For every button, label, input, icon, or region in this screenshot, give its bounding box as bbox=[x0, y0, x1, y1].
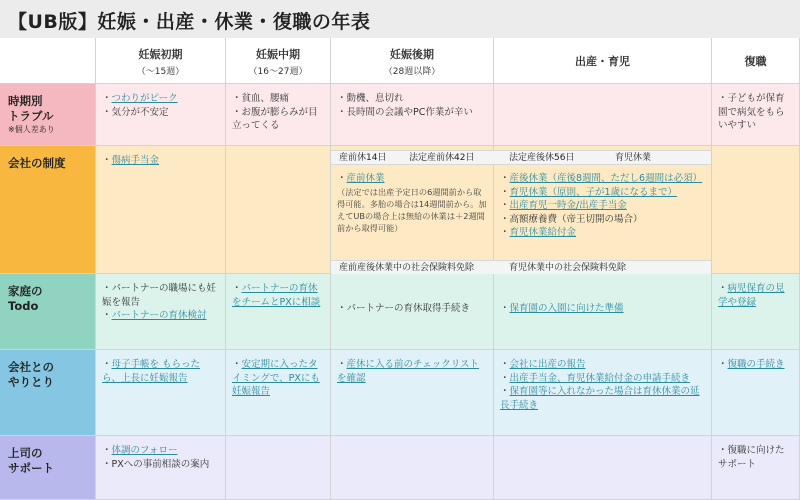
header-early: 妊娠初期 （〜15週） bbox=[96, 38, 226, 84]
company-late: ・産休に入る前のチェックリストを確認 bbox=[331, 350, 494, 436]
system-late: ・産前休業 （法定では出産予定日の6週間前から取得可能。多胎の場合は14週間前から。加えてUBの場合上は無給の休業は＋2週間前から取得可能） bbox=[331, 146, 494, 274]
system-link-childcare-leave[interactable]: 育児休業（原則、子が1歳になるまで） bbox=[509, 186, 678, 198]
company-link-return-procedure[interactable]: 復職の手続き bbox=[727, 359, 785, 370]
company-link-report-px[interactable]: 安定期に入ったタイミングで、PXにも妊娠報告 bbox=[232, 359, 320, 397]
boss-link-health-followup[interactable]: 体調のフォロー bbox=[111, 445, 178, 456]
system-link-prenatal-leave[interactable]: 産前休業 bbox=[346, 173, 385, 184]
system-link-sickness-allowance[interactable]: 傷病手当金 bbox=[111, 155, 160, 166]
row-head-home: 家庭の Todo bbox=[0, 274, 96, 350]
trouble-early: ・つわりがピーク ・気分が不安定 bbox=[96, 84, 226, 146]
system-link-childcare-benefit[interactable]: 育児休業給付金 bbox=[509, 227, 577, 238]
home-link-nursery-prep[interactable]: 保育園の入園に向けた準備 bbox=[509, 303, 624, 314]
system-return bbox=[712, 146, 800, 274]
row-head-system: 会社の制度 bbox=[0, 146, 96, 274]
company-link-benefit-application[interactable]: 出産手当金、育児休業給付金の申請手続き bbox=[509, 372, 691, 384]
insurance-exemption-bar: 産前産後休業中の社会保険料免除 育児休業中の社会保険料免除 bbox=[331, 260, 711, 275]
system-birth: ・産後休業（産後8週間、ただし6週間は必須） ・育児休業（原則、子が1歳になるまで） ・出産育児一時金/出産手当金 ・高額療養費（帝王切開の場合） ・育児休業給付金 bbox=[494, 146, 712, 274]
company-link-leave-extension[interactable]: 保育園等に入れなかった場合は育休休業の延長手続き bbox=[500, 386, 700, 411]
home-link-partner-leave[interactable]: パートナーの育休検討 bbox=[111, 310, 207, 321]
company-link-birth-report[interactable]: 会社に出産の報告 bbox=[509, 359, 586, 370]
boss-return: ・復職に向けたサポート bbox=[712, 436, 800, 500]
home-birth: ・保育園の入園に向けた準備 bbox=[494, 274, 712, 350]
trouble-late: ・動機、息切れ ・長時間の会議やPC作業が辛い bbox=[331, 84, 494, 146]
company-link-report-pregnancy[interactable]: 母子手帳を もらったら、上長に妊娠報告 bbox=[102, 359, 201, 384]
company-link-checklist[interactable]: 産休に入る前のチェックリストを確認 bbox=[337, 359, 480, 384]
home-link-sick-childcare[interactable]: 病児保育の見学や登録 bbox=[718, 283, 785, 308]
header-birth: 出産・育児 bbox=[494, 38, 712, 84]
company-early: ・母子手帳を もらったら、上長に妊娠報告 bbox=[96, 350, 226, 436]
system-link-postnatal-leave[interactable]: 産後休業（産後8週間、ただし6週間は必須） bbox=[509, 173, 703, 184]
home-return: ・病児保育の見学や登録 bbox=[712, 274, 800, 350]
system-link-birth-allowance[interactable]: 出産育児一時金/出産手当金 bbox=[509, 200, 627, 211]
home-mid: ・パートナーの育休をチームとPXに相談 bbox=[226, 274, 331, 350]
trouble-link-morning-sickness[interactable]: つわりがピーク bbox=[111, 93, 178, 104]
system-mid bbox=[226, 146, 331, 274]
header-corner bbox=[0, 38, 96, 84]
row-head-boss: 上司の サポート bbox=[0, 436, 96, 500]
home-link-consult-team[interactable]: パートナーの育休をチームとPXに相談 bbox=[232, 283, 321, 308]
boss-birth bbox=[494, 436, 712, 500]
page-title: 【UB版】妊娠・出産・休業・復職の年表 bbox=[8, 10, 371, 33]
trouble-mid: ・貧血、腰痛 ・お腹が膨らみが目立ってくる bbox=[226, 84, 331, 146]
home-early: ・パートナーの職場にも妊娠を報告 ・パートナーの育休検討 bbox=[96, 274, 226, 350]
leave-timeline-bar: 産前休14日 法定産前休42日 法定産後休56日 育児休業 bbox=[331, 150, 711, 165]
header-return: 復職 bbox=[712, 38, 800, 84]
trouble-birth bbox=[494, 84, 712, 146]
home-late: ・パートナーの育休取得手続き bbox=[331, 274, 494, 350]
header-mid: 妊娠中期 （16〜27週） bbox=[226, 38, 331, 84]
timeline-table bbox=[0, 38, 800, 500]
row-head-trouble: 時期別 トラブル ※個人差あり bbox=[0, 84, 96, 146]
company-mid: ・安定期に入ったタイミングで、PXにも妊娠報告 bbox=[226, 350, 331, 436]
boss-early: ・体調のフォロー ・PXへの事前相談の案内 bbox=[96, 436, 226, 500]
system-early: ・傷病手当金 bbox=[96, 146, 226, 274]
boss-mid bbox=[226, 436, 331, 500]
company-return: ・復職の手続き bbox=[712, 350, 800, 436]
company-birth: ・会社に出産の報告 ・出産手当金、育児休業給付金の申請手続き ・保育園等に入れなかった場合は育休休業の延長手続き bbox=[494, 350, 712, 436]
row-head-company: 会社との やりとり bbox=[0, 350, 96, 436]
trouble-return: ・子どもが保育園で病気をもらいやすい bbox=[712, 84, 800, 146]
header-late: 妊娠後期 （28週以降） bbox=[331, 38, 494, 84]
boss-late bbox=[331, 436, 494, 500]
